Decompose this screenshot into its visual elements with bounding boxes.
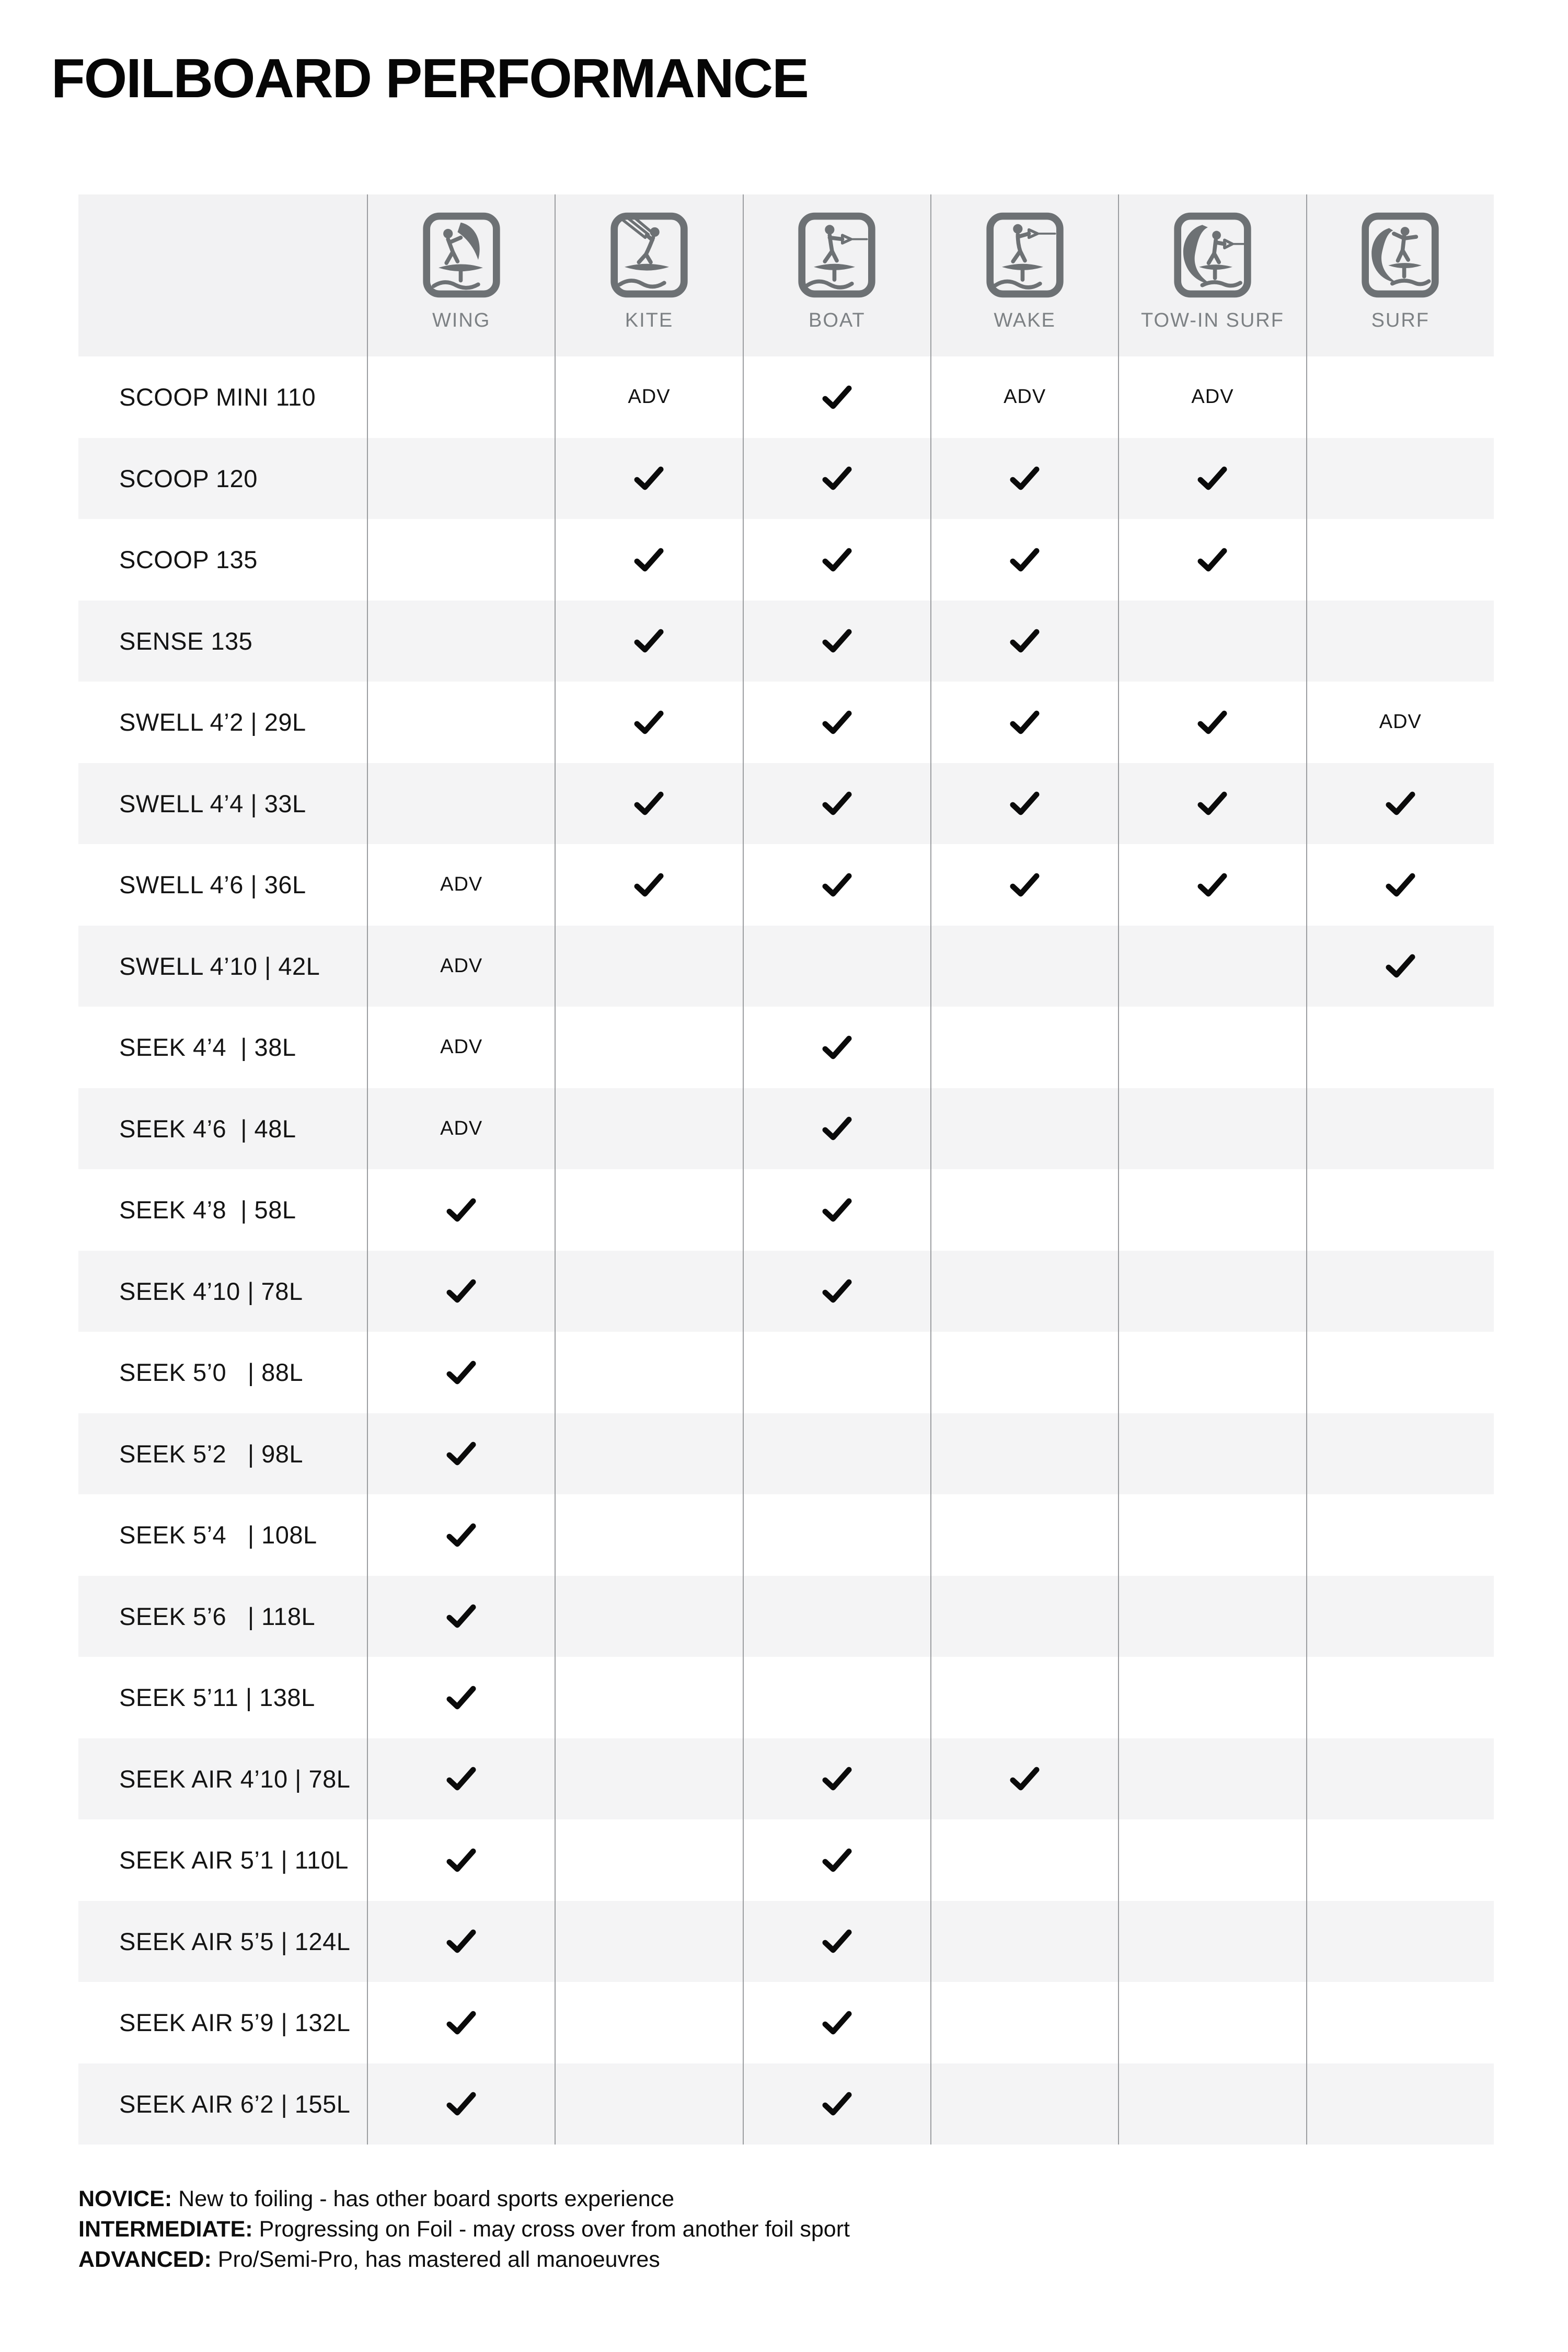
column-header-wing	[367, 194, 555, 356]
matrix-cell-kite	[555, 1901, 742, 1982]
matrix-cell-surf	[1306, 601, 1494, 682]
check-icon	[822, 1279, 852, 1303]
matrix-header-row	[78, 194, 1494, 356]
matrix-cell-kite	[555, 926, 742, 1007]
check-icon	[1197, 466, 1227, 490]
board-row	[78, 438, 1494, 520]
board-name: SEEK 4’6 | 48L	[119, 1114, 296, 1143]
column-header-wake	[930, 194, 1118, 356]
matrix-cell-kite	[555, 1413, 742, 1495]
check-icon	[446, 1848, 476, 1872]
matrix-cell-wake	[930, 844, 1118, 926]
matrix-cell-kite	[555, 2063, 742, 2145]
matrix-cell-boat	[743, 438, 930, 520]
matrix-cell-wing	[367, 1982, 555, 2063]
board-name: SWELL 4’4 | 33L	[119, 789, 306, 817]
board-row	[78, 1413, 1494, 1495]
wake-icon	[985, 212, 1065, 298]
matrix-cell-towin	[1118, 926, 1306, 1007]
matrix-cell-boat	[743, 356, 930, 438]
board-name: SEEK AIR 6’2 | 155L	[119, 2090, 351, 2118]
matrix-cell-wake	[930, 1251, 1118, 1332]
matrix-cell-wing	[367, 438, 555, 520]
matrix-cell-surf	[1306, 844, 1494, 926]
column-label: WING	[432, 309, 491, 331]
matrix-cell-wing	[367, 926, 555, 1007]
board-row	[78, 1007, 1494, 1088]
board-name: SEEK 4’10 | 78L	[119, 1277, 303, 1305]
matrix-cell-boat	[743, 1007, 930, 1088]
check-icon	[822, 710, 852, 734]
matrix-cell-wake	[930, 926, 1118, 1007]
matrix-cell-boat	[743, 1169, 930, 1251]
matrix-cell-boat	[743, 1982, 930, 2063]
matrix-cell-surf	[1306, 2063, 1494, 2145]
check-icon	[822, 466, 852, 490]
matrix-cell-towin	[1118, 1576, 1306, 1657]
matrix-cell-kite	[555, 1332, 742, 1413]
matrix-cell-wake	[930, 356, 1118, 438]
matrix-cell-kite	[555, 763, 742, 845]
check-icon	[446, 1198, 476, 1222]
matrix-cell-surf	[1306, 1169, 1494, 1251]
performance-matrix	[78, 194, 1494, 2145]
check-icon	[822, 1116, 852, 1140]
matrix-cell-wing	[367, 1738, 555, 1820]
legend-line-advanced	[78, 2244, 850, 2275]
board-row	[78, 1576, 1494, 1657]
matrix-cell-wing	[367, 1494, 555, 1576]
adv-label: ADV	[1379, 711, 1422, 733]
board-name: SENSE 135	[119, 627, 253, 655]
board-row	[78, 763, 1494, 845]
matrix-cell-wing	[367, 682, 555, 763]
board-name: SCOOP MINI 110	[119, 383, 316, 411]
matrix-cell-towin	[1118, 601, 1306, 682]
matrix-cell-towin	[1118, 519, 1306, 601]
matrix-cell-towin	[1118, 844, 1306, 926]
check-icon	[822, 2092, 852, 2116]
check-icon	[1197, 791, 1227, 815]
check-icon	[634, 791, 664, 815]
column-label: KITE	[625, 309, 674, 331]
matrix-cell-towin	[1118, 1901, 1306, 1982]
matrix-cell-kite	[555, 438, 742, 520]
matrix-cell-towin	[1118, 438, 1306, 520]
matrix-cell-surf	[1306, 1251, 1494, 1332]
matrix-cell-towin	[1118, 2063, 1306, 2145]
adv-label: ADV	[628, 386, 671, 408]
board-row	[78, 1251, 1494, 1332]
matrix-cell-kite	[555, 1738, 742, 1820]
board-row	[78, 356, 1494, 438]
matrix-cell-kite	[555, 844, 742, 926]
legend-definition: New to foiling - has other board sports experience	[172, 2186, 675, 2211]
matrix-cell-boat	[743, 1332, 930, 1413]
matrix-cell-boat	[743, 926, 930, 1007]
legend-line-intermediate	[78, 2214, 850, 2244]
check-icon	[446, 1361, 476, 1385]
legend-term: ADVANCED:	[78, 2247, 212, 2272]
matrix-cell-kite	[555, 1982, 742, 2063]
matrix-cell-surf	[1306, 1738, 1494, 1820]
board-row	[78, 519, 1494, 601]
matrix-cell-wing	[367, 2063, 555, 2145]
matrix-cell-boat	[743, 844, 930, 926]
matrix-cell-surf	[1306, 682, 1494, 763]
matrix-cell-towin	[1118, 1738, 1306, 1820]
adv-label: ADV	[1004, 386, 1046, 408]
board-name: SEEK AIR 5’5 | 124L	[119, 1927, 351, 1955]
column-label: BOAT	[809, 309, 866, 331]
matrix-cell-kite	[555, 519, 742, 601]
check-icon	[1197, 873, 1227, 897]
matrix-cell-wing	[367, 844, 555, 926]
check-icon	[634, 466, 664, 490]
check-icon	[822, 1767, 852, 1791]
matrix-cell-towin	[1118, 1251, 1306, 1332]
check-icon	[634, 548, 664, 572]
legend-line-novice	[78, 2184, 850, 2214]
matrix-cell-wake	[930, 1169, 1118, 1251]
matrix-cell-wake	[930, 1901, 1118, 1982]
matrix-cell-wing	[367, 1657, 555, 1738]
check-icon	[1010, 548, 1040, 572]
check-icon	[1386, 954, 1415, 978]
matrix-cell-kite	[555, 682, 742, 763]
matrix-cell-wake	[930, 1819, 1118, 1901]
check-icon	[634, 873, 664, 897]
check-icon	[446, 2092, 476, 2116]
check-icon	[822, 629, 852, 653]
check-icon	[822, 873, 852, 897]
matrix-cell-boat	[743, 2063, 930, 2145]
column-label: TOW-IN SURF	[1141, 309, 1284, 331]
matrix-cell-wing	[367, 356, 555, 438]
matrix-cell-wing	[367, 1251, 555, 1332]
check-icon	[1010, 791, 1040, 815]
board-row	[78, 844, 1494, 926]
check-icon	[822, 1035, 852, 1059]
matrix-cell-wake	[930, 1007, 1118, 1088]
matrix-cell-surf	[1306, 1982, 1494, 2063]
page-title: FOILBOARD PERFORMANCE	[51, 48, 808, 109]
board-name: SEEK AIR 5’9 | 132L	[119, 2009, 351, 2037]
check-icon	[822, 548, 852, 572]
board-name: SEEK 5’11 | 138L	[119, 1684, 315, 1712]
board-row	[78, 1332, 1494, 1413]
matrix-cell-wake	[930, 1576, 1118, 1657]
matrix-cell-surf	[1306, 1088, 1494, 1170]
matrix-cell-boat	[743, 1494, 930, 1576]
board-row	[78, 682, 1494, 763]
adv-label: ADV	[1191, 386, 1234, 408]
board-row	[78, 1982, 1494, 2063]
matrix-corner-cell	[78, 194, 367, 356]
matrix-cell-boat	[743, 1819, 930, 1901]
check-icon	[446, 1442, 476, 1466]
column-header-kite	[555, 194, 742, 356]
matrix-cell-kite	[555, 1251, 742, 1332]
matrix-cell-wake	[930, 1332, 1118, 1413]
matrix-cell-towin	[1118, 1494, 1306, 1576]
check-icon	[822, 1848, 852, 1872]
matrix-cell-kite	[555, 1576, 742, 1657]
column-header-surf	[1306, 194, 1494, 356]
matrix-cell-wing	[367, 1901, 555, 1982]
check-icon	[822, 791, 852, 815]
matrix-cell-wake	[930, 438, 1118, 520]
matrix-cell-wing	[367, 519, 555, 601]
matrix-cell-surf	[1306, 1494, 1494, 1576]
matrix-cell-wing	[367, 1088, 555, 1170]
board-name: SEEK 4’8 | 58L	[119, 1196, 296, 1224]
matrix-cell-wake	[930, 1982, 1118, 2063]
matrix-cell-surf	[1306, 1901, 1494, 1982]
board-row	[78, 1169, 1494, 1251]
matrix-cell-wing	[367, 1819, 555, 1901]
board-row	[78, 2063, 1494, 2145]
matrix-cell-wing	[367, 763, 555, 845]
board-name: SCOOP 135	[119, 546, 258, 574]
kite-icon	[609, 212, 689, 298]
matrix-cell-wake	[930, 1738, 1118, 1820]
board-row	[78, 601, 1494, 682]
matrix-cell-wake	[930, 1494, 1118, 1576]
column-header-boat	[743, 194, 930, 356]
matrix-cell-surf	[1306, 1657, 1494, 1738]
board-name: SWELL 4’6 | 36L	[119, 871, 306, 899]
matrix-cell-wake	[930, 2063, 1118, 2145]
board-name: SEEK AIR 4’10 | 78L	[119, 1765, 351, 1793]
check-icon	[634, 629, 664, 653]
check-icon	[822, 1198, 852, 1222]
boat-icon	[797, 212, 877, 298]
matrix-cell-surf	[1306, 1332, 1494, 1413]
check-icon	[1197, 710, 1227, 734]
board-name: SEEK 5’6 | 118L	[119, 1602, 316, 1630]
matrix-cell-wake	[930, 1413, 1118, 1495]
matrix-cell-wing	[367, 1413, 555, 1495]
adv-label: ADV	[440, 954, 483, 977]
check-icon	[1386, 873, 1415, 897]
matrix-cell-boat	[743, 601, 930, 682]
check-icon	[446, 1929, 476, 1953]
matrix-cell-boat	[743, 519, 930, 601]
adv-label: ADV	[440, 1036, 483, 1058]
matrix-cell-surf	[1306, 1413, 1494, 1495]
column-header-towin	[1118, 194, 1306, 356]
matrix-cell-surf	[1306, 438, 1494, 520]
matrix-cell-boat	[743, 1576, 930, 1657]
check-icon	[446, 1604, 476, 1628]
matrix-cell-boat	[743, 1901, 930, 1982]
matrix-cell-towin	[1118, 1332, 1306, 1413]
board-name: SEEK AIR 5’1 | 110L	[119, 1846, 349, 1874]
board-row	[78, 1088, 1494, 1170]
board-row	[78, 1494, 1494, 1576]
column-label: WAKE	[994, 309, 1056, 331]
check-icon	[1010, 466, 1040, 490]
matrix-cell-towin	[1118, 1007, 1306, 1088]
check-icon	[446, 2011, 476, 2035]
check-icon	[822, 385, 852, 409]
board-row	[78, 1901, 1494, 1982]
matrix-body	[78, 356, 1494, 2145]
check-icon	[1197, 548, 1227, 572]
matrix-cell-surf	[1306, 1007, 1494, 1088]
column-label: SURF	[1371, 309, 1430, 331]
matrix-cell-towin	[1118, 1088, 1306, 1170]
matrix-cell-surf	[1306, 763, 1494, 845]
matrix-cell-wing	[367, 1007, 555, 1088]
matrix-cell-wing	[367, 601, 555, 682]
legend-definition: Progressing on Foil - may cross over from another foil sport	[252, 2217, 850, 2242]
matrix-cell-boat	[743, 1251, 930, 1332]
matrix-cell-towin	[1118, 1819, 1306, 1901]
board-name: SCOOP 120	[119, 464, 258, 492]
matrix-cell-kite	[555, 1169, 742, 1251]
check-icon	[822, 1929, 852, 1953]
matrix-cell-wing	[367, 1576, 555, 1657]
matrix-cell-wake	[930, 1657, 1118, 1738]
tow-in-surf-icon	[1173, 212, 1252, 298]
matrix-cell-surf	[1306, 1576, 1494, 1657]
matrix-cell-towin	[1118, 1657, 1306, 1738]
matrix-cell-kite	[555, 356, 742, 438]
matrix-cell-kite	[555, 1819, 742, 1901]
skill-legend	[78, 2184, 850, 2275]
check-icon	[446, 1686, 476, 1710]
matrix-cell-surf	[1306, 926, 1494, 1007]
check-icon	[1010, 873, 1040, 897]
matrix-cell-kite	[555, 601, 742, 682]
check-icon	[446, 1523, 476, 1547]
matrix-cell-towin	[1118, 356, 1306, 438]
adv-label: ADV	[440, 1117, 483, 1139]
matrix-cell-towin	[1118, 1169, 1306, 1251]
board-name: SEEK 4’4 | 38L	[119, 1033, 296, 1062]
matrix-cell-wake	[930, 1088, 1118, 1170]
check-icon	[1010, 629, 1040, 653]
matrix-cell-wake	[930, 519, 1118, 601]
matrix-cell-boat	[743, 763, 930, 845]
legend-term: INTERMEDIATE:	[78, 2217, 253, 2242]
legend-term: NOVICE:	[78, 2186, 172, 2211]
check-icon	[1386, 791, 1415, 815]
matrix-cell-wake	[930, 601, 1118, 682]
matrix-cell-boat	[743, 1088, 930, 1170]
board-row	[78, 1657, 1494, 1738]
matrix-cell-boat	[743, 1738, 930, 1820]
wing-icon	[422, 212, 501, 298]
matrix-cell-boat	[743, 1657, 930, 1738]
board-row	[78, 926, 1494, 1007]
matrix-cell-wake	[930, 763, 1118, 845]
board-name: SEEK 5’0 | 88L	[119, 1358, 304, 1387]
matrix-cell-wing	[367, 1169, 555, 1251]
adv-label: ADV	[440, 873, 483, 896]
matrix-cell-wake	[930, 682, 1118, 763]
check-icon	[446, 1767, 476, 1791]
matrix-cell-kite	[555, 1088, 742, 1170]
check-icon	[1010, 1767, 1040, 1791]
check-icon	[1010, 710, 1040, 734]
matrix-cell-towin	[1118, 1413, 1306, 1495]
matrix-cell-towin	[1118, 682, 1306, 763]
board-name: SWELL 4’2 | 29L	[119, 708, 306, 736]
matrix-cell-kite	[555, 1007, 742, 1088]
matrix-cell-boat	[743, 682, 930, 763]
matrix-cell-boat	[743, 1413, 930, 1495]
matrix-cell-surf	[1306, 356, 1494, 438]
matrix-cell-towin	[1118, 1982, 1306, 2063]
surf-icon	[1361, 212, 1440, 298]
matrix-cell-kite	[555, 1494, 742, 1576]
legend-definition: Pro/Semi-Pro, has mastered all manoeuvres	[211, 2247, 660, 2272]
board-name: SWELL 4’10 | 42L	[119, 952, 320, 980]
board-row	[78, 1819, 1494, 1901]
board-name: SEEK 5’2 | 98L	[119, 1439, 304, 1468]
check-icon	[634, 710, 664, 734]
matrix-cell-towin	[1118, 763, 1306, 845]
matrix-cell-wing	[367, 1332, 555, 1413]
check-icon	[822, 2011, 852, 2035]
board-row	[78, 1738, 1494, 1820]
matrix-cell-surf	[1306, 519, 1494, 601]
board-name: SEEK 5’4 | 108L	[119, 1521, 317, 1549]
matrix-cell-surf	[1306, 1819, 1494, 1901]
matrix-cell-kite	[555, 1657, 742, 1738]
check-icon	[446, 1279, 476, 1303]
